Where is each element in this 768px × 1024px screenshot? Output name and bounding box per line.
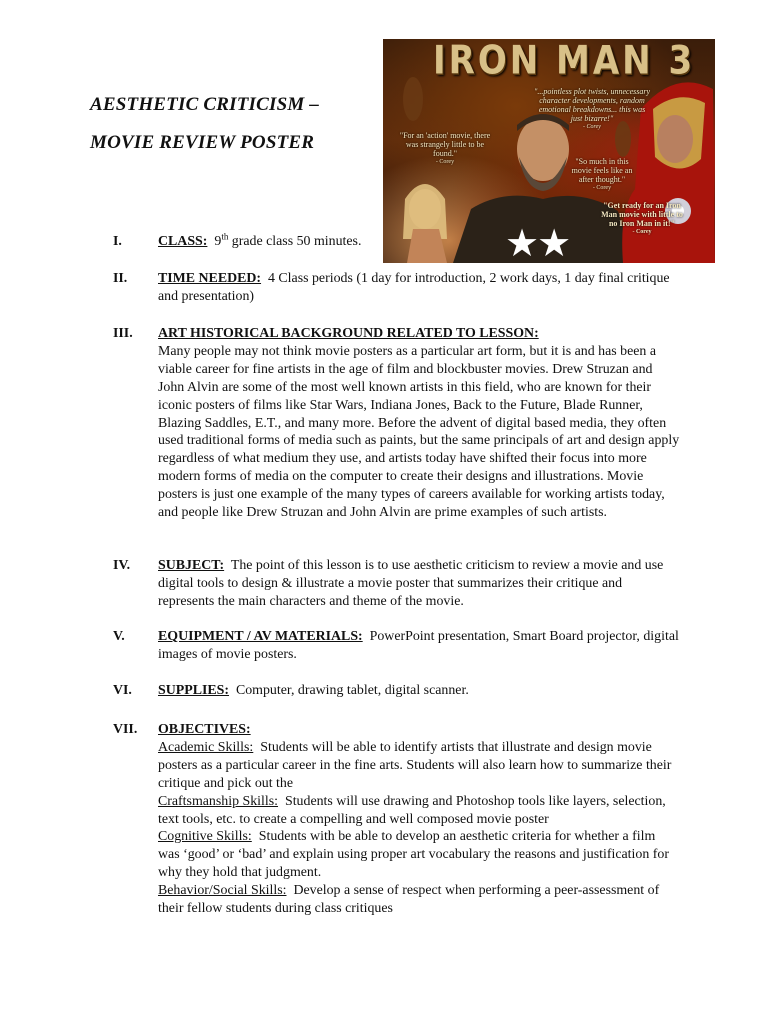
- poster-quote-2: "For an 'action' movie, there was strangely little to be found." - Corey: [399, 131, 491, 165]
- star-rating-icon: ★★: [505, 223, 570, 263]
- section-heading: ART HISTORICAL BACKGROUND RELATED TO LESSON:: [158, 326, 539, 341]
- objective-craftsmanship: [158, 793, 680, 829]
- section-number: VII.: [113, 722, 138, 737]
- section-number: IV.: [113, 558, 131, 573]
- section-number: VI.: [113, 683, 132, 698]
- section-text: 4 Class periods (1 day for introduction, 2 work days, 1 day final critique and presentation): [158, 271, 670, 304]
- section-text: Computer, drawing tablet, digital scanner.: [235, 683, 469, 698]
- grade-number: 9: [214, 234, 222, 249]
- poster-quote-4: "Get ready for an Iron Man movie with little to no Iron Man in it!" - Corey: [601, 201, 683, 235]
- poster-quote-1: "...pointless plot twists, unnecessary character developments, random emotional breakdowns... this was just bizarre!" - Corey: [533, 87, 651, 130]
- objective-text: Students will use drawing and Photoshop tools like layers, selection, text tools, etc. to create a compelling and well composed movie poster: [158, 793, 666, 827]
- section-heading: TIME NEEDED:: [158, 271, 262, 286]
- section-number: V.: [113, 629, 125, 644]
- section-heading: OBJECTIVES:: [158, 722, 251, 737]
- section-number: I.: [113, 234, 122, 249]
- section-number: II.: [113, 271, 128, 286]
- objective-label: Academic Skills:: [158, 739, 254, 755]
- objective-text: Students will be able to identify artists that illustrate and design movie posters as a particular career in the fine arts. Students will also learn how to summarize their critique and pick out the: [158, 739, 672, 791]
- objective-label: Craftsmanship Skills:: [158, 793, 279, 809]
- title-line-1: AESTHETIC CRITICISM –: [90, 94, 320, 115]
- section-text: PowerPoint presentation, Smart Board projector, digital images of movie posters.: [158, 629, 679, 662]
- section-heading: EQUIPMENT / AV MATERIALS:: [158, 629, 363, 644]
- objective-label: Behavior/Social Skills:: [158, 883, 287, 899]
- section-text: Many people may not think movie posters as a particular art form, but it is and has been a viable career for fine artists in the age of film and blockbuster movies. Drew Struzan and John Alvin are some of the most well known artists in this field, who are known for their iconic posters of films like Star Wars, Indiana Jones, Back to the Future, Blade Runner, Blazing Saddles, E.T., and many more. Before the advent of digital based media, they often used traditional forms of media such as paints, but the same principals of art and design apply regardless of what medium they use, and artists today have shifted their focus into more modern forms of media on the computer to create their designs and illustrations. Movie posters is just one example of the many types of careers available for working artists today, and people like Drew Struzan and John Alvin are prime examples of such artists.: [158, 343, 680, 521]
- section-number: III.: [113, 326, 133, 341]
- section-text: The point of this lesson is to use aesthetic criticism to review a movie and use digital tools to design & illustrate a movie poster that summarizes their critique and represents the main characters and theme of the movie.: [158, 558, 664, 609]
- title-line-2: MOVIE REVIEW POSTER: [90, 132, 315, 153]
- section-heading: SUPPLIES:: [158, 683, 230, 698]
- grade-suffix: th: [221, 231, 229, 242]
- section-heading: SUBJECT:: [158, 558, 225, 573]
- objective-text: Students with be able to develop an aesthetic criteria for whether a film was ‘good’ or ‘bad’ and explain using proper art vocabulary the reasons and justification for why they hold that judgment.: [158, 829, 669, 881]
- objective-academic: [158, 739, 680, 793]
- objective-label: Cognitive Skills:: [158, 829, 252, 845]
- objective-cognitive: [158, 828, 680, 882]
- movie-poster-image: [383, 39, 715, 263]
- section-text: grade class 50 minutes.: [228, 234, 362, 249]
- objective-behavior-social: [158, 882, 680, 918]
- section-heading: CLASS:: [158, 234, 208, 249]
- poster-quote-3: "So much in this movie feels like an after thought." - Corey: [571, 157, 633, 191]
- objective-text: Develop a sense of respect when performing a peer-assessment of their fellow students during class critiques: [158, 883, 660, 917]
- poster-title: IRON MAN 3: [433, 39, 696, 84]
